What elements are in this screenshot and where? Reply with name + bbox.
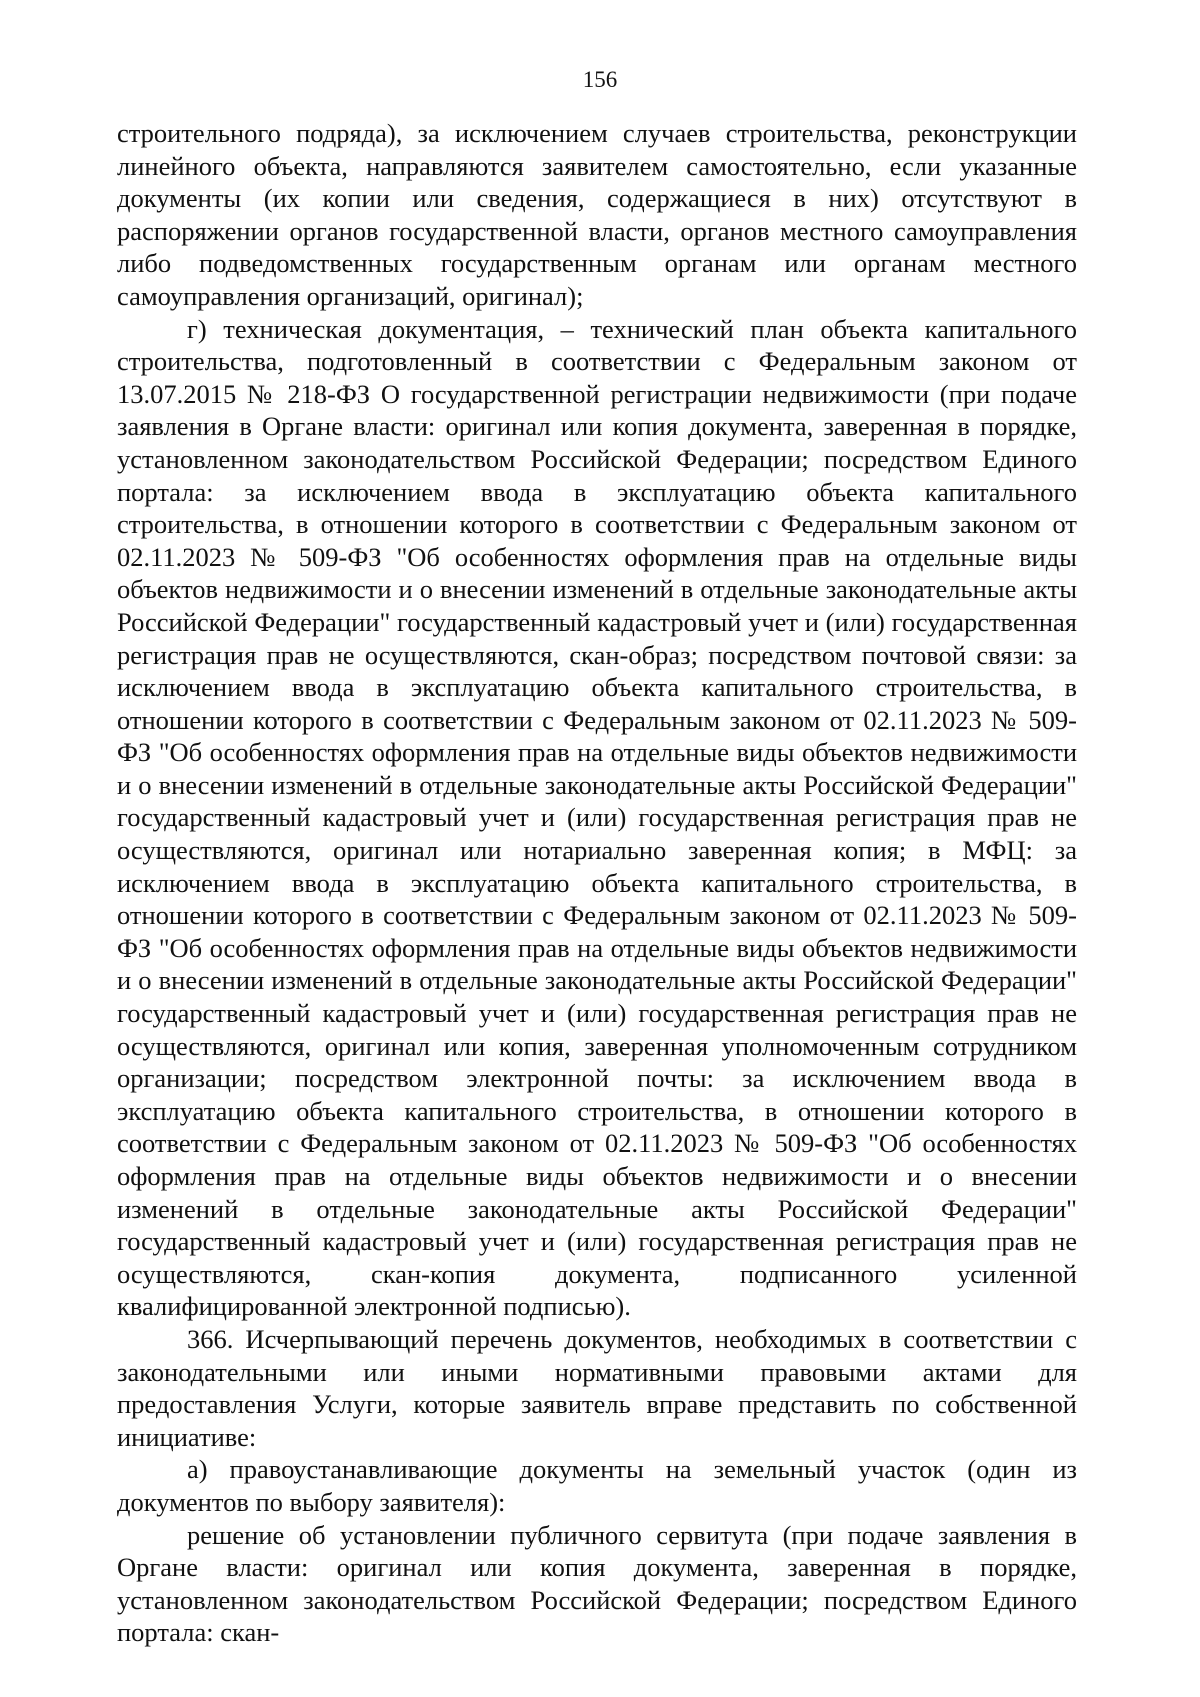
paragraph-item-a-title-documents: а) правоустанавливающие документы на земельный участок (один из документов по выбору заявителя): <box>117 1454 1077 1517</box>
paragraph-section-366: 366. Исчерпывающий перечень документов, необходимых в соответствии с законодательными или иными нормативными правовыми актами для предоставления Услуги, которые заявитель вправе представить по собственной инициативе: <box>117 1323 1077 1452</box>
page-number: 156 <box>582 67 618 92</box>
document-body <box>117 117 1077 1649</box>
paragraph-item-g-technical-documentation: г) техническая документация, – технический план объекта капитального строительства, подготовленный в соответствии с Федеральным законом от 13.07.2015 № 218-ФЗ О государственной регистрации недвижимости (при подаче заявления в Органе власти: оригинал или копия документа, заверенная в порядке, установленном законодательством Российской Федерации; посредством Единого портала: за исключением ввода в эксплуатацию объекта капитального строительства, в отношении которого в соответствии с Федеральным законом от 02.11.2023 № 509-ФЗ "Об особенностях оформления прав на отдельные виды объектов недвижимости и о внесении изменений в отдельные законодательные акты Российской Федерации" государственный кадастровый учет и (или) государственная регистрация прав не осуществляются, скан-образ; посредством почтовой связи: за исключением ввода в эксплуатацию объекта капитального строительства, в отношении которого в соответствии с Федеральным законом от 02.11.2023 № 509-ФЗ "Об особенностях оформления прав на отдельные виды объектов недвижимости и о внесении изменений в отдельные законодательные акты Российской Федерации" государственный кадастровый учет и (или) государственная регистрация прав не осуществляются, оригинал или нотариально заверенная копия; в МФЦ: за исключением ввода в эксплуатацию объекта капитального строительства, в отношении которого в соответствии с Федеральным законом от 02.11.2023 № 509-ФЗ "Об особенностях оформления прав на отдельные виды объектов недвижимости и о внесении изменений в отдельные законодательные акты Российской Федерации" государственный кадастровый учет и (или) государственная регистрация прав не осуществляются, оригинал или копия, заверенная уполномоченным сотрудником организации; посредством электронной почты: за исключением ввода в эксплуатацию объекта капитального строительства, в отношении которого в соответствии с Федеральным законом от 02.11.2023 № 509-ФЗ "Об особенностях оформления прав на отдельные виды объектов недвижимости и о внесении изменений в отдельные законодательные акты Российской Федерации" государственный кадастровый учет и (или) государственная регистрация прав не осуществляются, скан-копия документа, подписанного усиленной квалифицированной электронной подписью). <box>117 313 1077 1322</box>
paragraph-public-servitude-decision: решение об установлении публичного сервитута (при подаче заявления в Органе власти: оригинал или копия документа, заверенная в порядке, установленном законодательством Российской Федерации; посредством Единого портала: скан- <box>117 1519 1077 1648</box>
paragraph-continuation: строительного подряда), за исключением случаев строительства, реконструкции линейного объекта, направляются заявителем самостоятельно, если указанные документы (их копии или сведения, содержащиеся в них) отсутствуют в распоряжении органов государственной власти, органов местного самоуправления либо подведомственных государственным органам или органам местного самоуправления организаций, оригинал); <box>117 118 1077 311</box>
